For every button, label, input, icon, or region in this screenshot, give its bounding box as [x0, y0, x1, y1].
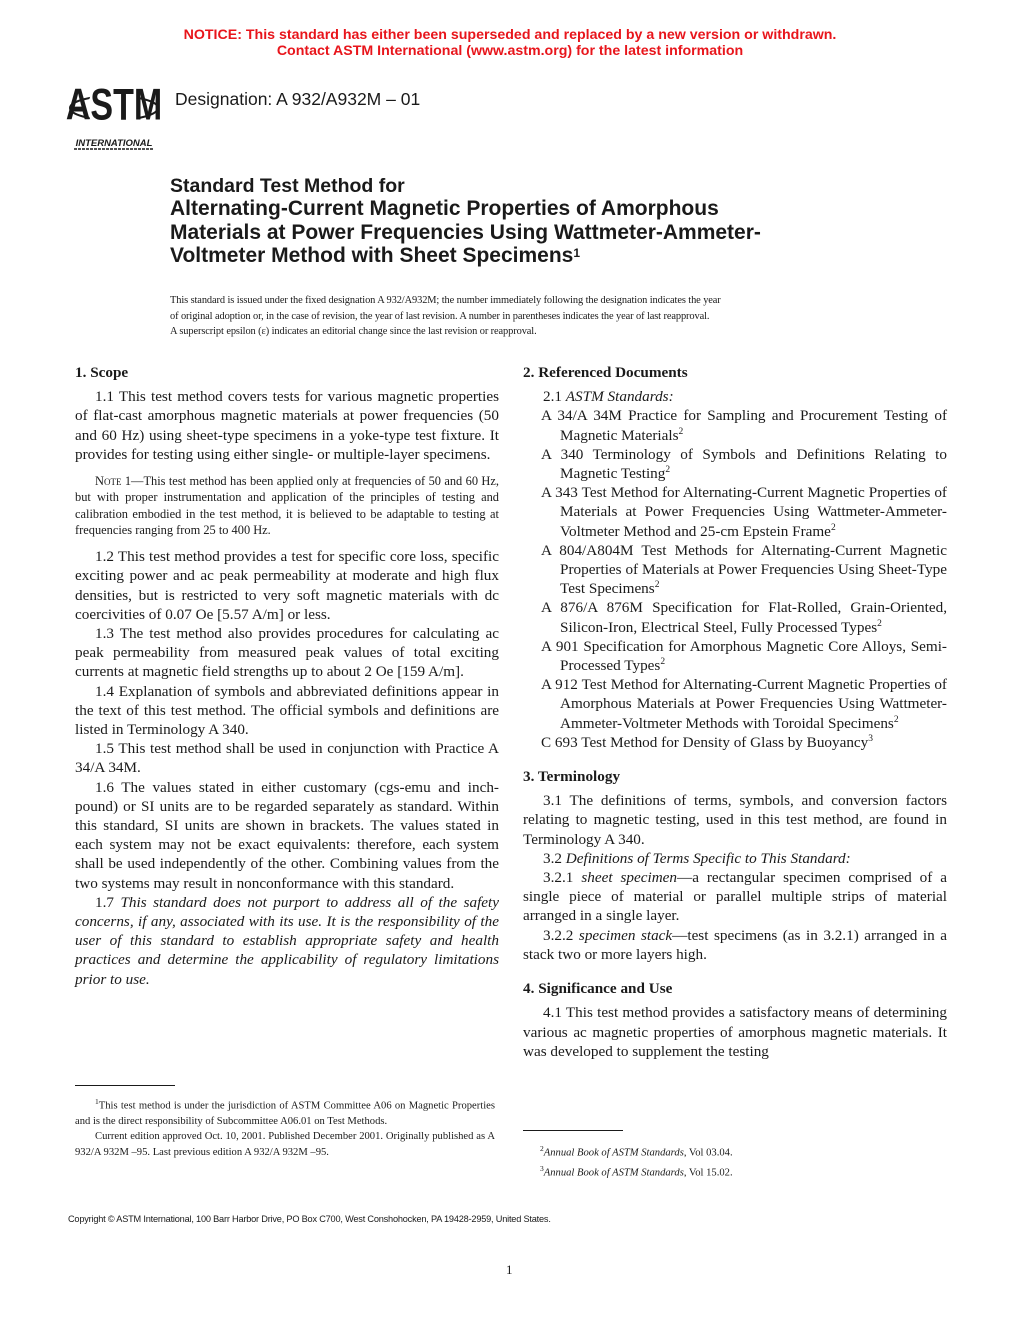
- section-heading-terminology: 3. Terminology: [523, 768, 621, 786]
- notice-line-1: NOTICE: This standard has either been superseded and replaced by a new version or withdrawn.: [183, 27, 837, 43]
- reference-item: A 804/A804M Test Methods for Alternating-Current Magnetic Properties of Materials at Power Frequencies Using Sheet-Type Test Specimens$^2$: [541, 541, 947, 598]
- footnote-divider: [523, 1130, 623, 1131]
- section-heading-scope: 1. Scope: [75, 364, 129, 381]
- title-line-3: Materials at Power Frequencies Using Wattmeter-Ammeter-: [170, 220, 761, 244]
- paragraph-1-5: 1.5 This test method shall be used in conjunction with Practice A 34/A 34M.: [75, 740, 499, 777]
- reference-item: C 693 Test Method for Density of Glass by Buoyancy$^3$: [541, 733, 874, 751]
- paragraph-3-2-2: 3.2.2 specimen stack—test specimens (as in 3.2.1) arranged in a stack two or more layers high.: [523, 926, 948, 963]
- paragraph-3-2: 3.2 Definitions of Terms Specific to This Standard:: [543, 849, 851, 867]
- paragraph-3-2-1: 3.2.1 sheet specimen—a rectangular specimen comprised of a single piece of material or parallel multiple strips of material arranged in a single layer.: [523, 869, 947, 925]
- right-column: [523, 363, 947, 1061]
- title-line-4: Voltmeter Method with Sheet Specimens$^1$: [170, 244, 581, 267]
- page-number: 1: [506, 1262, 513, 1277]
- section-heading-referenced-documents: 2. Referenced Documents: [523, 364, 688, 381]
- reference-item: A 912 Test Method for Alternating-Current Magnetic Properties of Amorphous Materials at Power Frequencies Using Wattmeter-Ammeter-Voltmeter Methods with Toroidal Specimens$^2$: [541, 676, 947, 732]
- designation: Designation: A 932/A932M – 01: [175, 89, 421, 109]
- preamble: This standard is issued under the fixed designation A 932/A932M; the number immediately following the designation indicates the year of original adoption or, in the case of revision, the year of last revision. A number in parentheses indicates the year of last reapproval. A superscript epsilon (ε) indicates an editorial change since the last revision or reapproval.: [170, 295, 721, 338]
- document-title: [170, 175, 870, 268]
- footnote-divider: [75, 1085, 175, 1086]
- title-footnote-mark: 1: [573, 246, 581, 260]
- footnote-2: $^2$Annual Book of ASTM Standards, Vol 03.04.: [540, 1144, 733, 1159]
- section-heading-significance: 4. Significance and Use: [523, 980, 673, 998]
- reference-item: A 340 Terminology of Symbols and Definitions Relating to Magnetic Testing$^2$: [541, 445, 947, 483]
- copyright-line: Copyright © ASTM International, 100 Barr Harbor Drive, PO Box C700, West Conshohocken, PA 19428-2959, United States.: [68, 1214, 551, 1224]
- withdrawal-notice: [0, 27, 1020, 59]
- left-column: [75, 363, 499, 989]
- footnote-1: $^1$This test method is under the jurisdiction of ASTM Committee A06 on Magnetic Properties and is the direct responsibility of Subcommittee A06.01 on Test Methods.: [75, 1097, 495, 1127]
- paragraph-1-7: 1.7 This standard does not purport to address all of the safety concerns, if any, associated with its use. It is the responsibility of the user of this standard to establish appropriate safety and health practices and determine the applicability of regulatory limitations prior to use.: [75, 893, 500, 988]
- reference-item: A 901 Specification for Amorphous Magnetic Core Alloys, Semi-Processed Types$^2$: [541, 637, 947, 675]
- note-1: Note 1—This test method has been applied only at frequencies of 50 and 60 Hz, but with proper instrumentation and application of the principles of testing and calibration embodied in the test method, it is believed to be adaptable to testing at frequencies ranging from 25 to 400 Hz.: [75, 474, 499, 537]
- reference-item: A 876/A 876M Specification for Flat-Rolled, Grain-Oriented, Silicon-Iron, Electrical Steel, Fully Processed Types$^2$: [541, 599, 947, 636]
- astm-logo-icon: [66, 78, 162, 150]
- reference-item: A 34/A 34M Practice for Sampling and Procurement Testing of Magnetic Materials$^2$: [541, 407, 947, 444]
- footnote-1-edition: Current edition approved Oct. 10, 2001. Published December 2001. Originally published as A 932/A 932M –95. Last previous edition A 932/A 932M –95.: [75, 1131, 495, 1158]
- footnotes-left: [75, 1094, 495, 1160]
- paragraph-4-1: 4.1 This test method provides a satisfactory means of determining various ac magnetic properties of amorphous magnetic materials. It was developed to supplement the testing: [523, 1004, 947, 1060]
- paragraph-2-1: 2.1 ASTM Standards:: [543, 388, 674, 406]
- svg-text:INTERNATIONAL: INTERNATIONAL: [75, 138, 153, 149]
- footnotes-right: [540, 1141, 940, 1181]
- paragraph-1-4: 1.4 Explanation of symbols and abbreviated definitions appear in the text of this test method. The official symbols and definitions are listed in Terminology A 340.: [75, 682, 499, 739]
- reference-item: A 343 Test Method for Alternating-Current Magnetic Properties of Materials at Power Frequencies Using Wattmeter-Ammeter-Voltmeter Method and 25-cm Epstein Frame$^2$: [541, 484, 947, 540]
- title-line-2: Alternating-Current Magnetic Properties of Amorphous: [170, 197, 719, 220]
- referenced-documents-list: [523, 406, 947, 752]
- paragraph-1-2: 1.2 This test method provides a test for specific core loss, specific exciting power and ac peak permeability at moderate and high flux densities, but is restricted to very soft magnetic materials with dc coercivities of 0.07 Oe [5.57 A/m] or less.: [75, 548, 499, 623]
- paragraph-1-1: 1.1 This test method covers tests for various magnetic properties of flat-cast amorphous magnetic materials at power frequencies (50 and 60 Hz) using sheet-type specimens in a yoke-type test fixture. It provides for testing using either single- or multiple-layer specimens.: [75, 388, 499, 463]
- svg-text:ASTM: ASTM: [66, 80, 162, 130]
- footnote-3: $^3$Annual Book of ASTM Standards, Vol 15.02.: [540, 1163, 733, 1179]
- paragraph-3-1: 3.1 The definitions of terms, symbols, and conversion factors relating to magnetic testing, used in this test method, are found in Terminology A 340.: [523, 792, 947, 848]
- notice-line-2: Contact ASTM International (www.astm.org) for the latest information: [276, 43, 744, 59]
- paragraph-1-6: 1.6 The values stated in either customary (cgs-emu and inch-pound) or SI units are to be regarded separately as standard. Within this standard, SI units are shown in brackets. The values stated in each system may not be exact equivalents: therefore, each system shall be used independently of the other. Combining values from the two systems may result in nonconformance with this standard.: [75, 778, 499, 892]
- paragraph-1-3: 1.3 The test method also provides procedures for calculating ac peak permeability from measured peak values of total exciting currents at magnetic field strengths up to about 2 Oe [159 A/m].: [75, 625, 499, 681]
- title-line-1: Standard Test Method for: [170, 175, 405, 197]
